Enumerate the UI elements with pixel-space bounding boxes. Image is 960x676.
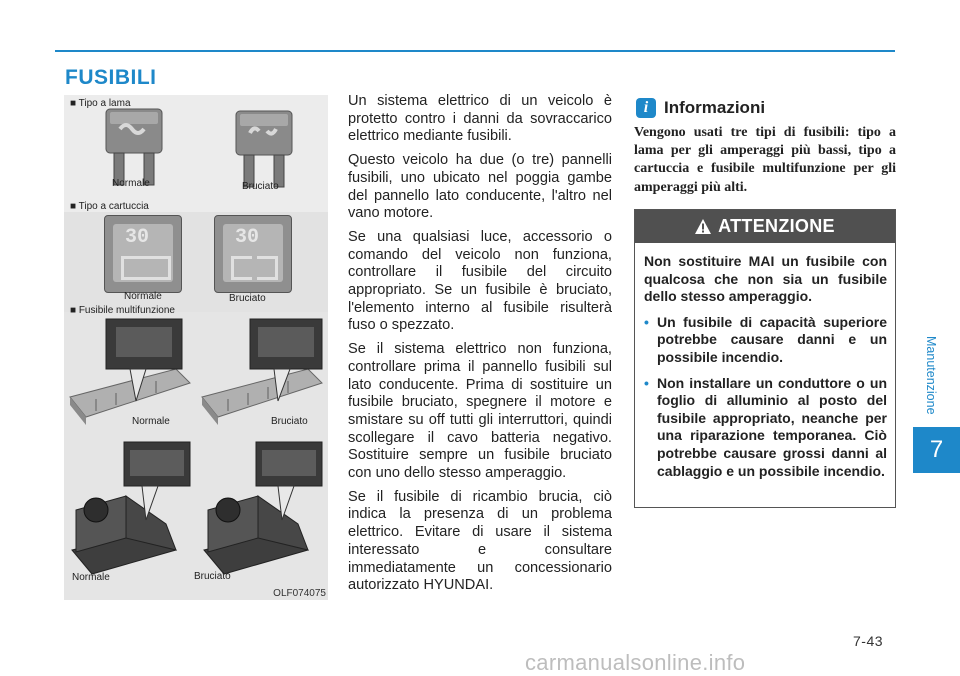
warning-item: • Un fusibile di capacità superiore potrebbe causare danni e un possibile incendio. [644,314,887,367]
body-paragraph: Questo veicolo ha due (o tre) pannelli fusibili, uno ubicato nel poggia gambe del pannello lato conducente, l'altro nel vano motore. [348,152,612,222]
multifunction-normal-caption-2: Normale [72,572,110,583]
figure-code: OLF074075 [273,588,326,599]
chapter-tab: 7 [913,427,960,473]
warning-intro: Non sostituire MAI un fusibile con qualcosa che non sia un fusibile dello stesso amperaggio. [644,253,887,305]
multifunction-fuse-burnt-image [198,317,326,425]
body-paragraph: Un sistema elettrico di un veicolo è protetto contro i danni da sovraccarico elettrico mediante fusibili. [348,93,612,145]
warning-item: • Non installare un conduttore o un foglio di alluminio al posto del fusibile appropriato, neanche per una riparazione temporanea. Ciò potrebbe causare grossi danni al cablaggio e un possibile incendio. [644,375,887,481]
cartridge-burnt-caption: Bruciato [229,293,266,304]
multifunction-fuse-normal-image [66,317,194,425]
blade-burnt-caption: Bruciato [242,181,279,192]
info-title: Informazioni [664,98,766,117]
blade-normal-caption: Normale [112,178,150,189]
body-paragraph: Se il fusibile di ricambio brucia, ciò indica la presenza di un problema elettrico. Evitare di usare il sistema interessato e consultare immediatamente un concessionario autorizzato HYUNDAI. [348,488,612,594]
body-paragraph: Se il sistema elettrico non funziona, controllare prima il pannello fusibili sul lato conducente. Prima di sostituire un fusibile bruciato, spegnere il motore e smistare su off tutti gli interruttori, quindi scollegare il cavo batteria negativo. Sostituire sempre un fusibile bruciato con uno dello stesso amperaggio. [348,341,612,482]
cartridge-normal-caption: Normale [124,291,162,302]
section-label: Manutenzione [924,335,938,415]
blade-fuse-burnt-image [234,109,294,189]
watermark: carmanualsonline.info [525,650,746,675]
multifunction-block-burnt-image [198,440,326,580]
multifunction-block-normal-image [66,440,194,580]
multifunction-normal-caption-1: Normale [132,416,170,427]
body-text [348,93,612,601]
info-icon: i [636,98,656,118]
warning-box [634,209,896,508]
header-rule [55,50,895,52]
cartridge-fuse-burnt-image [214,215,292,293]
warning-body [635,243,895,480]
info-text: Vengono usati tre tipi di fusibili: tipo a lama per gli amperaggi più bassi, tipo a cartuccia e fusibile multifunzione per gli amperaggi più alti. [634,125,896,195]
page-number: 7-43 [853,633,884,649]
cartridge-rating-burnt: 30 [235,226,260,249]
warning-header [635,210,895,243]
multifunction-type-label: ■ Fusibile multifunzione [70,305,175,316]
multifunction-burnt-caption-2: Bruciato [194,571,231,582]
page-title: FUSIBILI [65,66,157,89]
blade-type-label: ■ Tipo a lama [70,98,131,109]
warning-triangle-icon [695,219,711,234]
fuse-types-figure [64,95,328,600]
cartridge-rating-normal: 30 [125,226,150,249]
info-header [636,97,765,119]
cartridge-type-label: ■ Tipo a cartuccia [70,201,149,212]
cartridge-fuse-normal-image [104,215,182,293]
body-paragraph: Se una qualsiasi luce, accessorio o comando del veicolo non funziona, controllare il fusibile del circuito appropriato. Se un fusibile è bruciato, l'elemento interno al fusibile risulterà fuso o spezzato. [348,228,612,334]
blade-fuse-normal-image [104,107,164,187]
multifunction-burnt-caption-1: Bruciato [271,416,308,427]
warning-list [644,314,887,480]
warning-title: ATTENZIONE [718,216,835,236]
